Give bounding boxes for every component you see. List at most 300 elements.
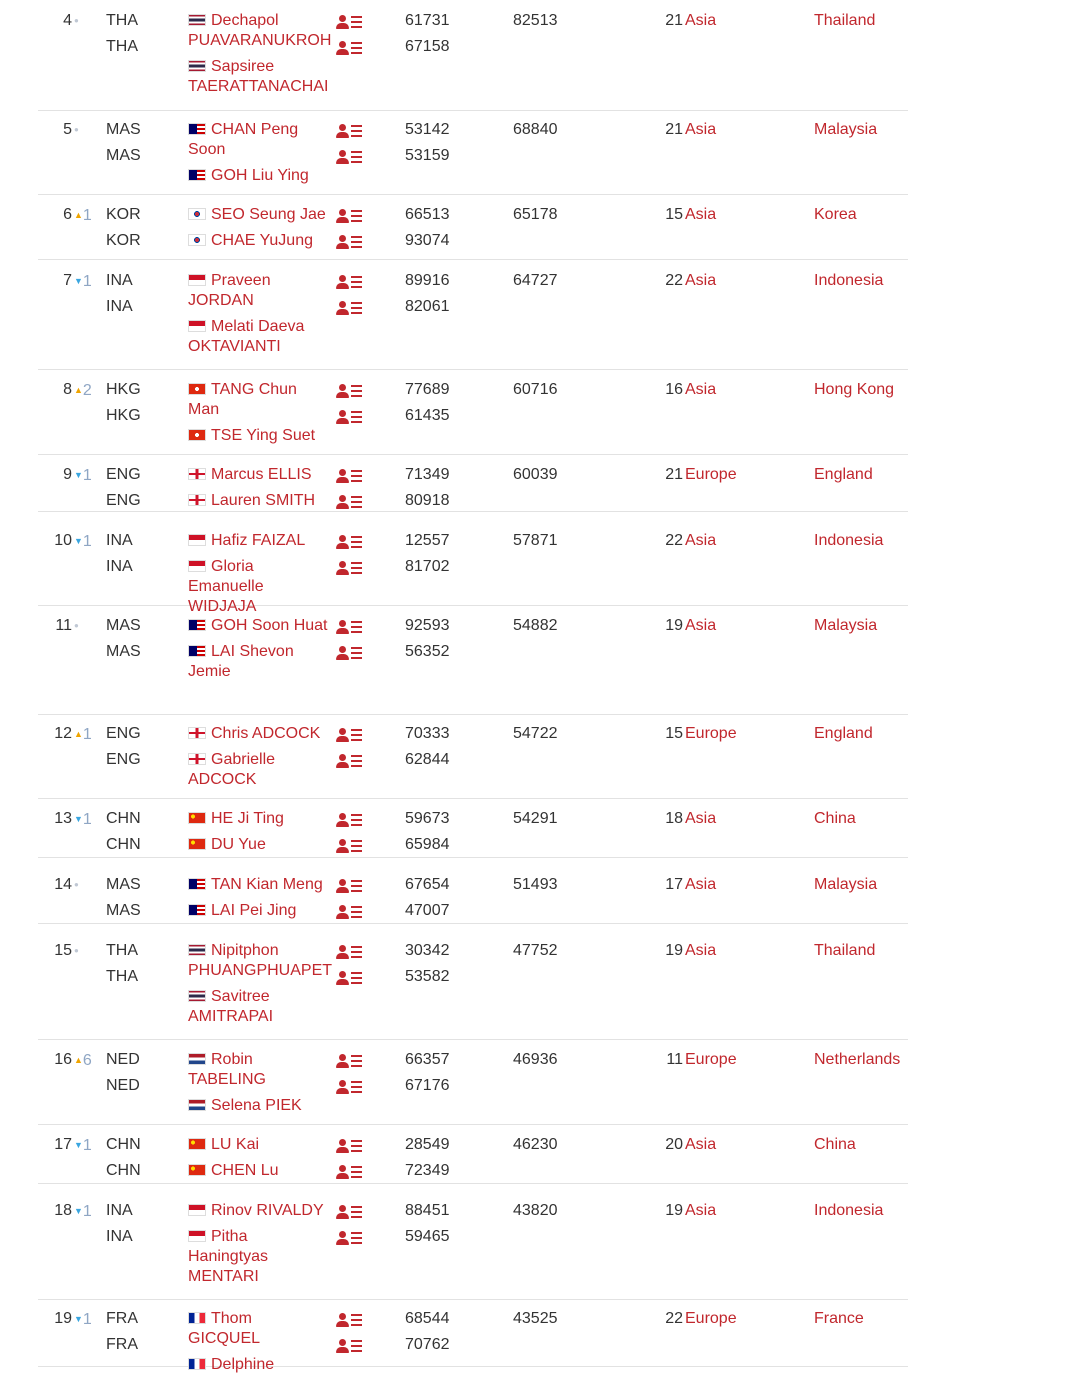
profile-head	[339, 971, 346, 978]
member-id: 12557	[405, 532, 450, 549]
flag-icon	[188, 274, 206, 286]
member-ids	[405, 941, 475, 993]
player-link[interactable]	[188, 642, 328, 682]
country-link[interactable]: England	[814, 466, 873, 483]
profile-head	[339, 945, 346, 952]
table-row	[38, 1047, 908, 1125]
player-link[interactable]	[188, 1201, 328, 1221]
player-profile-icon[interactable]	[336, 643, 368, 669]
country-link[interactable]: Hong Kong	[814, 381, 895, 398]
player-profile-icon[interactable]	[336, 902, 368, 928]
rank-number: 18	[54, 1202, 72, 1219]
country-link[interactable]: China	[814, 1136, 856, 1153]
player-profile-icon[interactable]	[336, 876, 368, 902]
rank-movement	[74, 380, 98, 401]
player-link[interactable]	[188, 491, 328, 511]
tournaments-played: 22	[665, 532, 683, 549]
player-profile-icon[interactable]	[336, 1162, 368, 1188]
player-link[interactable]	[188, 875, 328, 895]
ranking-points: 64727	[513, 272, 558, 289]
player-profile-icon[interactable]	[336, 1310, 368, 1336]
player-link[interactable]	[188, 835, 328, 855]
rank-number: 15	[54, 942, 72, 959]
player-link[interactable]	[188, 750, 328, 790]
member-ids	[405, 271, 475, 323]
member-id: 65984	[405, 836, 450, 853]
player-name[interactable]: CHAN Peng Soon	[188, 121, 299, 158]
player-name[interactable]: Rinov RIVALDY	[211, 1202, 324, 1219]
member-id: 30342	[405, 942, 450, 959]
player-link[interactable]	[188, 616, 328, 636]
profile-head	[339, 124, 346, 131]
movement-count: 1	[82, 207, 92, 224]
member-id: 59673	[405, 810, 450, 827]
flag-icon	[188, 1053, 206, 1065]
profile-icons	[336, 876, 368, 928]
player-name[interactable]: Robin TABELING	[188, 1051, 266, 1088]
country-codes	[106, 380, 166, 432]
profile-icons	[336, 466, 368, 518]
player-profile-icon[interactable]	[336, 232, 368, 258]
player-name[interactable]: HE Ji Ting	[211, 810, 284, 827]
profile-head	[339, 495, 346, 502]
profile-icons	[336, 532, 368, 584]
player-profile-icon[interactable]	[336, 942, 368, 968]
player-name[interactable]: LAI Pei Jing	[211, 902, 297, 919]
member-id: 93074	[405, 232, 450, 249]
rank-movement	[74, 809, 98, 830]
country-codes	[106, 465, 166, 517]
rank-movement	[74, 465, 98, 486]
flag-icon	[188, 904, 206, 916]
player-profile-icon[interactable]	[336, 38, 368, 64]
player-names	[188, 724, 328, 796]
country-code: MAS	[106, 617, 141, 634]
profile-head	[339, 1139, 346, 1146]
player-name[interactable]: LAI Shevon Jemie	[188, 643, 294, 680]
player-name[interactable]: DU Yue	[211, 836, 266, 853]
player-link[interactable]	[188, 724, 328, 744]
profile-body	[336, 132, 349, 138]
flag-icon	[188, 560, 206, 572]
rank-number: 10	[54, 532, 72, 549]
profile-icons	[336, 1310, 368, 1362]
country-link[interactable]: Korea	[814, 206, 857, 223]
player-name[interactable]: Delphine	[211, 1356, 275, 1373]
table-row	[38, 1198, 908, 1300]
player-profile-icon[interactable]	[336, 12, 368, 38]
profile-body	[336, 1062, 349, 1068]
player-profile-icon[interactable]	[336, 968, 368, 994]
confederation-link[interactable]: Asia	[685, 12, 717, 29]
confederation-link[interactable]: Asia	[685, 810, 717, 827]
flag-icon	[188, 1230, 206, 1242]
profile-body	[336, 1347, 349, 1353]
flag-icon	[188, 60, 206, 72]
player-link[interactable]	[188, 120, 328, 160]
profile-head	[339, 813, 346, 820]
profile-body	[336, 158, 349, 164]
profile-head	[339, 646, 346, 653]
country-code: KOR	[106, 206, 141, 223]
player-profile-icon[interactable]	[336, 121, 368, 147]
player-profile-icon[interactable]	[336, 1202, 368, 1228]
tournaments-played: 16	[665, 381, 683, 398]
ranking-points: 68840	[513, 121, 558, 138]
tournaments-played: 15	[665, 725, 683, 742]
profile-lines	[351, 210, 362, 223]
rank-movement	[74, 1135, 98, 1156]
flag-icon	[188, 429, 206, 441]
country-link[interactable]: Malaysia	[814, 121, 878, 138]
country-link[interactable]: Indonesia	[814, 272, 884, 289]
profile-head	[339, 535, 346, 542]
flag-icon	[188, 619, 206, 631]
country-codes	[106, 271, 166, 323]
profile-body	[336, 49, 349, 55]
player-link[interactable]	[188, 987, 328, 1027]
confederation-link[interactable]: Asia	[685, 876, 717, 893]
country-codes	[106, 205, 166, 257]
country-link[interactable]: Netherlands	[814, 1051, 901, 1068]
profile-lines	[351, 1140, 362, 1153]
player-names	[188, 1309, 328, 1381]
flag-icon	[188, 1358, 206, 1370]
country-codes	[106, 531, 166, 583]
profile-head	[339, 275, 346, 282]
rank-number: 5	[63, 121, 72, 138]
player-name[interactable]: CHEN Lu	[211, 1162, 279, 1179]
country-link[interactable]: China	[814, 810, 856, 827]
player-name[interactable]: Hafiz FAIZAL	[211, 532, 306, 549]
member-ids	[405, 809, 475, 861]
confederation-link[interactable]: Asia	[685, 532, 717, 549]
player-link[interactable]	[188, 205, 328, 225]
confederation-link[interactable]: Asia	[685, 1202, 717, 1219]
country-link[interactable]: Thailand	[814, 942, 876, 959]
tournaments-played: 15	[665, 206, 683, 223]
profile-lines	[351, 1055, 362, 1068]
country-codes	[106, 1309, 166, 1361]
player-name[interactable]: SEO Seung Jae	[211, 206, 326, 223]
player-name[interactable]: Melati Daeva OKTAVIANTI	[188, 318, 305, 355]
member-id: 66513	[405, 206, 450, 223]
profile-head	[339, 41, 346, 48]
rank-number: 6	[63, 206, 72, 223]
player-link[interactable]	[188, 426, 328, 446]
profile-lines	[351, 125, 362, 138]
profile-head	[339, 410, 346, 417]
tournaments-played: 17	[665, 876, 683, 893]
member-ids	[405, 1201, 475, 1253]
country-codes	[106, 941, 166, 993]
player-names	[188, 120, 328, 192]
profile-icons	[336, 272, 368, 324]
player-link[interactable]	[188, 1135, 328, 1155]
flag-icon	[188, 468, 206, 480]
player-profile-icon[interactable]	[336, 725, 368, 751]
confederation-link[interactable]: Europe	[685, 725, 737, 742]
player-profile-icon[interactable]	[336, 1051, 368, 1077]
movement-count: 6	[82, 1052, 92, 1069]
movement-count: 1	[82, 1311, 92, 1328]
profile-head	[339, 469, 346, 476]
movement-count: 2	[82, 382, 92, 399]
player-names	[188, 1050, 328, 1122]
flag-icon	[188, 838, 206, 850]
ranking-points: 47752	[513, 942, 558, 959]
player-name[interactable]: Savitree AMITRAPAI	[188, 988, 274, 1025]
country-link[interactable]: Malaysia	[814, 617, 878, 634]
member-id: 72349	[405, 1162, 450, 1179]
member-id: 61435	[405, 407, 450, 424]
confederation-link[interactable]: Asia	[685, 1136, 717, 1153]
profile-head	[339, 1339, 346, 1346]
profile-body	[336, 953, 349, 959]
member-id: 77689	[405, 381, 450, 398]
profile-body	[336, 1213, 349, 1219]
profile-icons	[336, 1202, 368, 1254]
player-link[interactable]	[188, 166, 328, 186]
player-names	[188, 941, 333, 1033]
country-codes	[106, 875, 166, 927]
tournaments-played: 19	[665, 1202, 683, 1219]
player-name[interactable]: TAN Kian Meng	[211, 876, 323, 893]
country-link[interactable]: Malaysia	[814, 876, 878, 893]
player-profile-icon[interactable]	[336, 272, 368, 298]
player-profile-icon[interactable]	[336, 466, 368, 492]
dot-icon: ●	[74, 16, 79, 25]
tournaments-played: 19	[665, 942, 683, 959]
rank-number: 4	[63, 12, 72, 29]
arrow-down-icon: ▼	[74, 1140, 83, 1150]
member-ids	[405, 11, 475, 63]
player-link[interactable]	[188, 57, 328, 97]
profile-head	[339, 1313, 346, 1320]
profile-body	[336, 543, 349, 549]
confederation-link[interactable]: Asia	[685, 272, 717, 289]
player-names	[188, 875, 328, 927]
player-name[interactable]: Pitha Haningtyas MENTARI	[188, 1228, 269, 1285]
player-profile-icon[interactable]	[336, 206, 368, 232]
member-id: 53159	[405, 147, 450, 164]
player-name[interactable]: GOH Liu Ying	[211, 167, 309, 184]
confederation-link[interactable]: Europe	[685, 1051, 737, 1068]
country-link[interactable]: Indonesia	[814, 1202, 884, 1219]
player-profile-icon[interactable]	[336, 407, 368, 433]
country-code: CHN	[106, 836, 141, 853]
member-ids	[405, 1309, 475, 1361]
player-name[interactable]: Gabrielle ADCOCK	[188, 751, 276, 788]
rank-number: 17	[54, 1136, 72, 1153]
profile-body	[336, 654, 349, 660]
rank-movement	[74, 531, 98, 552]
table-row	[38, 117, 908, 195]
ranking-points: 60039	[513, 466, 558, 483]
player-name[interactable]: TSE Ying Suet	[211, 427, 316, 444]
player-name[interactable]: TANG Chun Man	[188, 381, 297, 418]
country-link[interactable]: Thailand	[814, 12, 876, 29]
player-profile-icon[interactable]	[336, 532, 368, 558]
profile-lines	[351, 840, 362, 853]
rank-movement	[74, 1201, 98, 1222]
profile-head	[339, 1054, 346, 1061]
flag-icon	[188, 1138, 206, 1150]
member-id: 59465	[405, 1228, 450, 1245]
member-id: 88451	[405, 1202, 450, 1219]
player-link[interactable]	[188, 809, 328, 829]
player-name[interactable]: Thom GICQUEL	[188, 1310, 261, 1347]
player-profile-icon[interactable]	[336, 147, 368, 173]
player-link[interactable]	[188, 1096, 328, 1116]
player-profile-icon[interactable]	[336, 1228, 368, 1254]
player-link[interactable]	[188, 1227, 328, 1287]
player-name[interactable]: Marcus ELLIS	[211, 466, 312, 483]
flag-icon	[188, 123, 206, 135]
country-code: KOR	[106, 232, 141, 249]
player-link[interactable]	[188, 1309, 328, 1349]
country-code: ENG	[106, 725, 141, 742]
country-link[interactable]: Indonesia	[814, 532, 884, 549]
table-row	[38, 613, 908, 715]
player-link[interactable]	[188, 1355, 328, 1375]
player-name[interactable]: LU Kai	[211, 1136, 260, 1153]
profile-body	[336, 1147, 349, 1153]
player-names	[188, 809, 328, 861]
table-row	[38, 1132, 908, 1184]
profile-lines	[351, 385, 362, 398]
player-profile-icon[interactable]	[336, 1336, 368, 1362]
ranking-points: 60716	[513, 381, 558, 398]
tournaments-played: 11	[666, 1051, 683, 1068]
profile-lines	[351, 729, 362, 742]
player-link[interactable]	[188, 901, 328, 921]
rank-number: 19	[54, 1310, 72, 1327]
player-name[interactable]: Praveen JORDAN	[188, 272, 271, 309]
arrow-down-icon: ▼	[74, 536, 83, 546]
confederation-link[interactable]: Asia	[685, 942, 717, 959]
flag-icon	[188, 1312, 206, 1324]
profile-body	[336, 628, 349, 634]
player-names	[188, 531, 328, 623]
player-profile-icon[interactable]	[336, 617, 368, 643]
confederation-link[interactable]: Asia	[685, 617, 717, 634]
player-profile-icon[interactable]	[336, 810, 368, 836]
country-link[interactable]: France	[814, 1310, 864, 1327]
player-profile-icon[interactable]	[336, 836, 368, 862]
profile-icons	[336, 121, 368, 173]
tournaments-played: 22	[665, 272, 683, 289]
profile-body	[336, 847, 349, 853]
player-profile-icon[interactable]	[336, 381, 368, 407]
player-name[interactable]: GOH Soon Huat	[211, 617, 328, 634]
profile-head	[339, 150, 346, 157]
player-link[interactable]	[188, 231, 328, 251]
ranking-points: 82513	[513, 12, 558, 29]
member-ids	[405, 120, 475, 172]
country-code: MAS	[106, 121, 141, 138]
player-link[interactable]	[188, 317, 328, 357]
player-name[interactable]: Dechapol PUAVARANUKROH	[188, 12, 332, 49]
member-id: 47007	[405, 902, 450, 919]
profile-icons	[336, 1051, 368, 1103]
profile-lines	[351, 621, 362, 634]
player-name[interactable]: CHAE YuJung	[211, 232, 313, 249]
flag-icon	[188, 1164, 206, 1176]
player-link[interactable]	[188, 271, 328, 311]
player-name[interactable]: Chris ADCOCK	[211, 725, 321, 742]
flag-icon	[188, 727, 206, 739]
profile-head	[339, 561, 346, 568]
player-name[interactable]: Gloria Emanuelle WIDJAJA	[188, 558, 264, 615]
player-profile-icon[interactable]	[336, 298, 368, 324]
player-link[interactable]	[188, 465, 328, 485]
country-code: THA	[106, 38, 138, 55]
confederation-link[interactable]: Asia	[685, 206, 717, 223]
profile-lines	[351, 880, 362, 893]
dot-icon: ●	[74, 880, 79, 889]
arrow-up-icon: ▲	[74, 729, 83, 739]
player-names	[188, 271, 328, 363]
player-name[interactable]: Sapsiree TAERATTANACHAI	[188, 58, 329, 95]
profile-body	[336, 283, 349, 289]
player-link[interactable]	[188, 1050, 328, 1090]
profile-lines	[351, 302, 362, 315]
flag-icon	[188, 320, 206, 332]
member-id: 92593	[405, 617, 450, 634]
player-profile-icon[interactable]	[336, 1077, 368, 1103]
dot-icon: ●	[74, 621, 79, 630]
player-profile-icon[interactable]	[336, 751, 368, 777]
profile-lines	[351, 42, 362, 55]
country-codes	[106, 616, 166, 668]
confederation-link[interactable]: Asia	[685, 121, 717, 138]
profile-head	[339, 1165, 346, 1172]
country-code: ENG	[106, 751, 141, 768]
rank-movement	[74, 11, 98, 31]
player-link[interactable]	[188, 531, 328, 551]
rank-number: 13	[54, 810, 72, 827]
profile-head	[339, 209, 346, 216]
player-name[interactable]: Selena PIEK	[211, 1097, 302, 1114]
player-link[interactable]	[188, 380, 328, 420]
country-code: CHN	[106, 810, 141, 827]
player-link[interactable]	[188, 557, 328, 617]
tournaments-played: 21	[665, 121, 683, 138]
arrow-down-icon: ▼	[74, 276, 83, 286]
member-id: 80918	[405, 492, 450, 509]
flag-icon	[188, 494, 206, 506]
confederation-link[interactable]: Europe	[685, 1310, 737, 1327]
player-name[interactable]: Lauren SMITH	[211, 492, 316, 509]
player-link[interactable]	[188, 941, 333, 981]
player-profile-icon[interactable]	[336, 558, 368, 584]
rank-number: 11	[55, 617, 72, 634]
rank-movement	[74, 271, 98, 292]
player-link[interactable]	[188, 11, 332, 51]
confederation-link[interactable]: Europe	[685, 466, 737, 483]
profile-icons	[336, 810, 368, 862]
confederation-link[interactable]: Asia	[685, 381, 717, 398]
player-profile-icon[interactable]	[336, 1136, 368, 1162]
country-link[interactable]: England	[814, 725, 873, 742]
player-link[interactable]	[188, 1161, 328, 1181]
player-profile-icon[interactable]	[336, 492, 368, 518]
country-code: ENG	[106, 466, 141, 483]
player-names	[188, 1201, 328, 1293]
country-code: INA	[106, 1228, 133, 1245]
player-name[interactable]: Nipitphon PHUANGPHUAPET	[188, 942, 333, 979]
